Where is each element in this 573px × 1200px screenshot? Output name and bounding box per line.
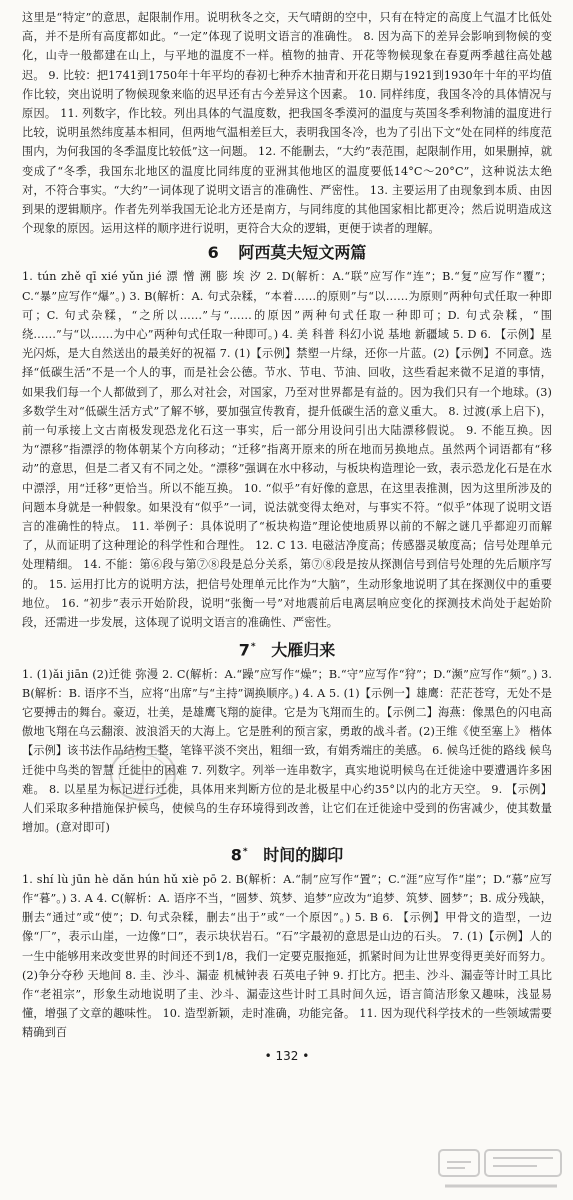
section-6-heading [22,242,552,264]
section-6-title: 阿西莫夫短文两篇 [238,243,367,263]
section-8-answers: 1. shí lù jūn hè dǎn hún hǔ xiè pō 2. B(解析：A.“制”应写作“置”；C.“涯”应写作“崖”；D.“慕”应写作“暮”。) 3. A 4. C(解析：A. 语序不当，“圆梦、筑梦、追梦”应改为“追梦、筑梦、圆梦”；B. 成分残缺，删去“通过”或“使”；D. 句式杂糅，删去“出于”或“一个原因”。) 5. B 6. 【示例】甲骨文的造型，一边像“厂”，表示山崖，一边像“口”，表示块状岩石。“石”字最初的意思是山边的石头。 7. (1)【示例】人的一生中能够用来改变世界的时间还不到1/8，我们一定要克服拖延，抓紧时间为让世界变得更美好而努力。(2)争分夺秒 天地间 8. 圭、沙斗、漏壶 机械钟表 石英电子钟 9. 打比方。把圭、沙斗、漏壶等计时工具比作“老祖宗”，形象生动地说明了圭、沙斗、漏壶这些计时工具时间久远，语言简洁形象又趣味，浅显易懂，增强了文章的趣味性。 10. 造型新颖，走时准确，功能完备。 11. 因为现代科学技术的一些领域需要精确到百 [22,872,552,1040]
watermark-logo-icon [437,1146,565,1194]
star-mark: * [250,642,256,653]
section-8-number: 8 [230,845,242,865]
answer-page [22,8,552,1065]
section-8-heading [22,841,552,866]
faded-stamp-icon [108,744,178,804]
page-number: • 132 • [264,1048,310,1063]
section-7-answers: 1. (1)ǎi jiān (2)迁徙 弥漫 2. C(解析：A.“躁”应写作“燥”；B.“守”应写作“狩”；D.“濒”应写作“频”。) 3. B(解析：B. 语序不当，应将“出席”与“主持”调换顺序。) 4. A 5. (1)【示例一】雄鹰：茫茫苍穹，无处不是它要搏击的舞台。豪迈，壮美，是雄鹰飞翔的旋律。它是为飞翔而生的。【示例二】海燕：像黑色的闪电高傲地飞翔在乌云翻滚、波浪滔天的大海上。它是胜利的预言家，勇敢的战斗者。(2)王维《使至塞上》 楷体 【示例】该书法作品结构工整，笔锋平淡不突出，粗细一致，有娟秀端庄的美感。 6. 候鸟迁徙的路线 候鸟迁徙中鸟类的智慧 迁徙中的困难 7. 列数字。列举一连串数字，真实地说明候鸟在迁徙途中要遭遇许多困难。 8. 以星星为标记进行迁徙，具体用来判断方位的是北极星中心约35°以内的北方天空。 9. 【示例】人们采取多种措施保护候鸟，使候鸟的生存环境得到改善，让它们在迁徙途中受到的伤害减少，使其数量增加。(意对即可) [22,667,552,835]
section-7-heading [22,636,552,661]
star-mark: * [242,847,248,858]
section-7-number: 7 [238,640,250,660]
section-7-title: 大雁归来 [271,640,336,660]
section-8-title: 时间的脚印 [263,845,344,865]
section-6-number: 6 [207,243,219,263]
intro-paragraph: 这里是“特定”的意思，起限制作用。说明秋冬之交，天气晴朗的空中，只有在特定的高度上气温才比低处高，并不是所有高度都如此。“一定”体现了说明文语言的准确性。 8. 因为高下的差异会影响到物候的变化，山寺一般都建在山上，与平地的温度不一样。植物的抽青、开花等物候现象在春夏两季越往高处越迟。 9. 比较：把1741到1750年十年平均的春初七种乔木抽青和开花日期与1921到1930年十年的平均值作比较，突出说明了物候现象来临的迟早还有古今差异这个因素。 10. 同样纬度，我国冬冷的具体情况与原因。 11. 列数字，作比较。列出具体的气温度数，把我国冬季漠河的温度与英国冬季利物浦的温度进行比较，说明虽然纬度基本相同，但两地气温相差巨大，表明我国冬冷，也为了引出下文“处在同样的纬度范围内，为何我国的冬季温度比较低”这一问题。 12. 不能删去，“大约”表范围，起限制作用，如果删掉，就变成了“冬季，我国东北地区的温度比同纬度的亚洲其他地区的温度要低14°C～20°C”，这种说法太绝对，不符合事实。“大约”一词体现了说明文语言的准确性、严密性。 13. 主要运用了由现象到本质、由因到果的逻辑顺序。作者先列举我国无论北方还是南方，与同纬度的其他国家相比都更冷；然后说明造成这个现象的原因。运用这样的顺序进行说明，更符合大众的逻辑，更便于读者的理解。 [22,11,552,236]
section-6-answers: 1. tún zhě qī xié yǔn jié 漂 憎 溯 膨 埃 汐 2. D(解析：A.“联”应写作“连”；B.“复”应写作“覆”；C.“暴”应写作“爆”。) 3. B(解析：A. 句式杂糅，“本着……的原则”与“以……为原则”两种句式任取一种即可；C. 句式杂糅，“之所以……”与“……的原因”两种句式任取一种即可；D. 句式杂糅，“围绕……”与“以……为中心”两种句式任取一种即可。) 4. 美 科普 科幻小说 基地 新疆域 5. D 6. 【示例】星光闪烁，是大自然送出的最美好的祝福 7. (1)【示例】禁塑一片绿，还你一片蓝。(2)【示例】不同意。选择“低碳生活”不是一个人的事，而是社会公德。节水、节电、节油、回收，这些看起来微不足道的事情，如果我们每一个人都做到了，那么对社会，对国家，乃至对世界都是有益的。因为我们只有一个地球。(3)多数学生对“低碳生活方式”了解不够，要加强宣传教育，提升低碳生活的意义重大。 8. 过渡(承上启下)，前一句承接上文古南极发现恐龙化石这一事实，后一部分用设问引出大陆漂移假说。 9. 不能互换。因为“漂移”指漂浮的物体朝某个方向移动；“迁移”指离开原来的所在地而另换地点。虽然两个词语都有“移动”的意思，但是二者又有不同之处。“漂移”强调在水中移动，与板块构造理论一致，表示恐龙化石是在水中漂浮，用“迁移”更恰当。所以不能互换。 10. “似乎”有好像的意思，在这里表推测，因为这里所涉及的问题本身就是一种假象。如果没有“似乎”一词，说法就变得太绝对，与事实不符。“似乎”体现了说明文语言的准确性的特点。 11. 举例子：具体说明了“板块构造”理论使地质界以前的不解之谜几乎都迎刃而解了，从而证明了这种理论的科学性和合理性。 12. C 13. 电磁洁净度高；传感器灵敏度高；信号处理单元处理精细。 14. 不能：第⑥段与第⑦⑧段是总分关系，第⑦⑧段是按从探测信号到信号处理的先后顺序写的。 15. 运用打比方的说明方法，把信号处理单元比作为“大脑”，生动形象地说明了其在探测仪中的重要地位。 16. “初步”表示开始阶段，说明“张衡一号”对地震前后电离层响应变化的探测技术尚处于起始阶段，还需进一步发展，这体现了说明文语言的准确性、严密性。 [22,270,552,630]
